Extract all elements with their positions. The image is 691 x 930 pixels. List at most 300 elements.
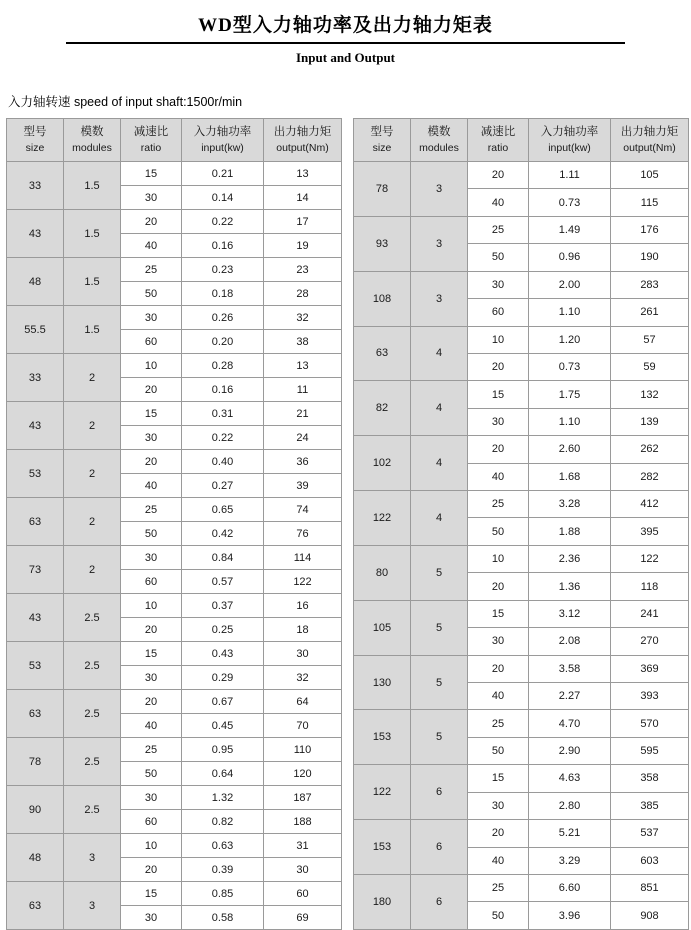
cell-model: 63: [7, 690, 64, 738]
cell-ratio: 40: [468, 463, 529, 490]
cell-output-torque: 23: [264, 258, 342, 282]
table-header-row: [354, 119, 689, 162]
cell-ratio: 15: [121, 402, 182, 426]
cell-model: 48: [7, 258, 64, 306]
cell-input-power: 0.25: [182, 618, 264, 642]
col-header-ratio-cn: 减速比: [480, 126, 516, 139]
table-row: [7, 306, 342, 330]
cell-input-power: 0.39: [182, 858, 264, 882]
col-header-module-en: modules: [72, 141, 112, 154]
cell-input-power: 1.36: [529, 573, 611, 600]
col-header-ratio-cn: 减速比: [133, 126, 169, 139]
col-header-input-cn: 入力轴功率: [540, 126, 599, 139]
cell-ratio: 40: [468, 189, 529, 216]
cell-module: 2: [64, 402, 121, 450]
col-header-model-cn: 型号: [370, 126, 394, 139]
cell-output-torque: 64: [264, 690, 342, 714]
cell-ratio: 20: [121, 690, 182, 714]
table-row: [7, 834, 342, 858]
table-row: [354, 491, 689, 518]
col-header-input-cn: 入力轴功率: [193, 126, 252, 139]
cell-module: 2: [64, 546, 121, 594]
col-header-output-cn: 出力轴力矩: [620, 126, 679, 139]
cell-ratio: 40: [468, 847, 529, 874]
cell-ratio: 15: [121, 882, 182, 906]
cell-output-torque: 59: [611, 353, 689, 380]
table-header-row: [7, 119, 342, 162]
cell-input-power: 0.31: [182, 402, 264, 426]
cell-ratio: 25: [468, 491, 529, 518]
cell-ratio: 20: [121, 210, 182, 234]
cell-model: 93: [354, 216, 411, 271]
cell-ratio: 50: [468, 902, 529, 930]
cell-module: 2.5: [64, 690, 121, 738]
cell-ratio: 20: [121, 378, 182, 402]
cell-output-torque: 70: [264, 714, 342, 738]
cell-model: 43: [7, 594, 64, 642]
cell-input-power: 1.88: [529, 518, 611, 545]
cell-model: 108: [354, 271, 411, 326]
cell-ratio: 15: [468, 765, 529, 792]
cell-ratio: 15: [468, 600, 529, 627]
cell-model: 153: [354, 820, 411, 875]
cell-model: 48: [7, 834, 64, 882]
cell-ratio: 10: [121, 354, 182, 378]
cell-input-power: 1.49: [529, 216, 611, 243]
cell-model: 122: [354, 765, 411, 820]
cell-model: 43: [7, 402, 64, 450]
cell-model: 63: [354, 326, 411, 381]
cell-input-power: 6.60: [529, 874, 611, 901]
table-row: [354, 271, 689, 298]
input-speed-note: 入力轴转速 speed of input shaft:1500r/min: [8, 95, 243, 109]
cell-model: 80: [354, 545, 411, 600]
cell-input-power: 4.70: [529, 710, 611, 737]
cell-input-power: 0.73: [529, 189, 611, 216]
right-spec-table: [353, 118, 689, 930]
cell-module: 4: [411, 326, 468, 381]
cell-output-torque: 139: [611, 408, 689, 435]
cell-input-power: 1.10: [529, 299, 611, 326]
cell-module: 2: [64, 498, 121, 546]
page-title: WD型入力轴功率及出力轴力矩表: [198, 15, 493, 36]
cell-output-torque: 28: [264, 282, 342, 306]
cell-ratio: 30: [468, 408, 529, 435]
cell-module: 6: [411, 874, 468, 929]
col-header-module: [411, 119, 468, 162]
cell-ratio: 20: [468, 162, 529, 189]
cell-model: 105: [354, 600, 411, 655]
col-header-ratio: [468, 119, 529, 162]
table-row: [354, 600, 689, 627]
cell-model: 73: [7, 546, 64, 594]
cell-output-torque: 282: [611, 463, 689, 490]
cell-output-torque: 114: [264, 546, 342, 570]
tables-container: [0, 118, 691, 930]
cell-input-power: 0.73: [529, 353, 611, 380]
cell-input-power: 4.63: [529, 765, 611, 792]
cell-output-torque: 39: [264, 474, 342, 498]
cell-output-torque: 118: [611, 573, 689, 600]
table-row: [354, 545, 689, 572]
cell-module: 5: [411, 655, 468, 710]
cell-output-torque: 120: [264, 762, 342, 786]
cell-input-power: 1.11: [529, 162, 611, 189]
cell-input-power: 0.96: [529, 244, 611, 271]
cell-model: 122: [354, 491, 411, 546]
cell-input-power: 0.18: [182, 282, 264, 306]
cell-input-power: 2.90: [529, 737, 611, 764]
cell-input-power: 0.84: [182, 546, 264, 570]
cell-output-torque: 69: [264, 906, 342, 930]
right-table-body: [354, 162, 689, 930]
col-header-output-cn: 出力轴力矩: [273, 126, 332, 139]
table-row: [354, 820, 689, 847]
left-spec-table: [6, 118, 342, 930]
cell-input-power: 0.67: [182, 690, 264, 714]
cell-model: 153: [354, 710, 411, 765]
cell-ratio: 20: [121, 858, 182, 882]
cell-ratio: 10: [121, 834, 182, 858]
cell-module: 3: [411, 216, 468, 271]
cell-module: 4: [411, 491, 468, 546]
cell-ratio: 25: [121, 258, 182, 282]
cell-input-power: 0.21: [182, 162, 264, 186]
cell-ratio: 60: [121, 570, 182, 594]
cell-output-torque: 393: [611, 683, 689, 710]
cell-output-torque: 16: [264, 594, 342, 618]
cell-model: 78: [354, 162, 411, 217]
cell-output-torque: 18: [264, 618, 342, 642]
cell-input-power: 0.42: [182, 522, 264, 546]
cell-input-power: 0.37: [182, 594, 264, 618]
cell-input-power: 0.58: [182, 906, 264, 930]
col-header-output: [611, 119, 689, 162]
cell-model: 82: [354, 381, 411, 436]
cell-output-torque: 19: [264, 234, 342, 258]
col-header-module-cn: 模数: [80, 126, 104, 139]
cell-input-power: 0.27: [182, 474, 264, 498]
table-row: [7, 210, 342, 234]
left-table-body: [7, 162, 342, 930]
cell-output-torque: 395: [611, 518, 689, 545]
table-row: [7, 690, 342, 714]
cell-ratio: 60: [121, 810, 182, 834]
table-row: [354, 381, 689, 408]
cell-module: 3: [411, 162, 468, 217]
table-row: [7, 882, 342, 906]
cell-output-torque: 385: [611, 792, 689, 819]
cell-model: 63: [7, 498, 64, 546]
cell-output-torque: 21: [264, 402, 342, 426]
cell-output-torque: 36: [264, 450, 342, 474]
cell-input-power: 0.57: [182, 570, 264, 594]
cell-module: 5: [411, 545, 468, 600]
cell-input-power: 0.22: [182, 210, 264, 234]
cell-model: 90: [7, 786, 64, 834]
cell-ratio: 15: [468, 381, 529, 408]
col-header-model-en: size: [25, 141, 45, 154]
cell-input-power: 0.14: [182, 186, 264, 210]
table-row: [7, 354, 342, 378]
cell-model: 33: [7, 354, 64, 402]
cell-ratio: 20: [468, 353, 529, 380]
cell-model: 53: [7, 642, 64, 690]
table-row: [7, 738, 342, 762]
cell-module: 2.5: [64, 594, 121, 642]
cell-module: 4: [411, 381, 468, 436]
cell-output-torque: 851: [611, 874, 689, 901]
table-row: [7, 258, 342, 282]
cell-output-torque: 369: [611, 655, 689, 682]
cell-input-power: 1.68: [529, 463, 611, 490]
cell-output-torque: 908: [611, 902, 689, 930]
cell-output-torque: 105: [611, 162, 689, 189]
cell-input-power: 5.21: [529, 820, 611, 847]
cell-output-torque: 132: [611, 381, 689, 408]
col-header-ratio: [121, 119, 182, 162]
cell-input-power: 3.28: [529, 491, 611, 518]
cell-module: 3: [64, 882, 121, 930]
cell-ratio: 25: [468, 874, 529, 901]
cell-ratio: 10: [468, 545, 529, 572]
cell-input-power: 0.45: [182, 714, 264, 738]
col-header-input-en: input(kw): [548, 141, 591, 154]
cell-output-torque: 14: [264, 186, 342, 210]
col-header-module-cn: 模数: [427, 126, 451, 139]
cell-module: 2: [64, 450, 121, 498]
table-row: [7, 594, 342, 618]
document-page: [0, 10, 691, 924]
cell-ratio: 50: [121, 762, 182, 786]
cell-output-torque: 188: [264, 810, 342, 834]
cell-model: 180: [354, 874, 411, 929]
cell-output-torque: 32: [264, 666, 342, 690]
cell-input-power: 0.43: [182, 642, 264, 666]
cell-input-power: 3.29: [529, 847, 611, 874]
cell-module: 6: [411, 820, 468, 875]
col-header-input: [529, 119, 611, 162]
cell-ratio: 50: [468, 244, 529, 271]
cell-input-power: 1.75: [529, 381, 611, 408]
cell-output-torque: 262: [611, 436, 689, 463]
cell-ratio: 20: [468, 820, 529, 847]
col-header-output: [264, 119, 342, 162]
cell-output-torque: 38: [264, 330, 342, 354]
cell-model: 130: [354, 655, 411, 710]
cell-input-power: 3.12: [529, 600, 611, 627]
cell-ratio: 60: [121, 330, 182, 354]
table-row: [354, 436, 689, 463]
cell-module: 3: [411, 271, 468, 326]
cell-output-torque: 187: [264, 786, 342, 810]
cell-input-power: 2.80: [529, 792, 611, 819]
cell-input-power: 0.82: [182, 810, 264, 834]
cell-output-torque: 537: [611, 820, 689, 847]
table-row: [354, 874, 689, 901]
cell-input-power: 0.40: [182, 450, 264, 474]
col-header-input: [182, 119, 264, 162]
cell-ratio: 25: [468, 216, 529, 243]
cell-input-power: 3.58: [529, 655, 611, 682]
cell-output-torque: 122: [264, 570, 342, 594]
cell-output-torque: 30: [264, 642, 342, 666]
table-row: [354, 162, 689, 189]
cell-output-torque: 11: [264, 378, 342, 402]
cell-ratio: 30: [468, 792, 529, 819]
cell-ratio: 10: [121, 594, 182, 618]
cell-input-power: 2.00: [529, 271, 611, 298]
cell-input-power: 0.26: [182, 306, 264, 330]
cell-output-torque: 358: [611, 765, 689, 792]
cell-ratio: 50: [121, 282, 182, 306]
cell-output-torque: 31: [264, 834, 342, 858]
cell-input-power: 0.63: [182, 834, 264, 858]
cell-output-torque: 270: [611, 628, 689, 655]
cell-input-power: 1.32: [182, 786, 264, 810]
cell-module: 2.5: [64, 642, 121, 690]
cell-module: 1.5: [64, 162, 121, 210]
page-subtitle: Input and Output: [296, 50, 395, 65]
cell-output-torque: 13: [264, 354, 342, 378]
cell-ratio: 40: [121, 474, 182, 498]
col-header-module: [64, 119, 121, 162]
col-header-input-en: input(kw): [201, 141, 244, 154]
col-header-output-en: output(Nm): [276, 141, 329, 154]
cell-input-power: 1.20: [529, 326, 611, 353]
cell-input-power: 0.29: [182, 666, 264, 690]
table-row: [7, 162, 342, 186]
table-row: [354, 326, 689, 353]
cell-input-power: 0.20: [182, 330, 264, 354]
cell-module: 2.5: [64, 738, 121, 786]
cell-model: 55.5: [7, 306, 64, 354]
cell-output-torque: 122: [611, 545, 689, 572]
cell-output-torque: 76: [264, 522, 342, 546]
cell-ratio: 20: [121, 618, 182, 642]
cell-module: 2.5: [64, 786, 121, 834]
cell-output-torque: 176: [611, 216, 689, 243]
cell-ratio: 20: [468, 436, 529, 463]
cell-ratio: 30: [121, 306, 182, 330]
table-row: [7, 786, 342, 810]
col-header-model: [354, 119, 411, 162]
cell-module: 1.5: [64, 258, 121, 306]
cell-output-torque: 283: [611, 271, 689, 298]
cell-ratio: 15: [121, 162, 182, 186]
col-header-output-en: output(Nm): [623, 141, 676, 154]
cell-ratio: 20: [121, 450, 182, 474]
table-row: [354, 710, 689, 737]
cell-input-power: 3.96: [529, 902, 611, 930]
cell-ratio: 30: [468, 271, 529, 298]
cell-model: 53: [7, 450, 64, 498]
col-header-model-cn: 型号: [23, 126, 47, 139]
cell-ratio: 30: [121, 786, 182, 810]
cell-output-torque: 261: [611, 299, 689, 326]
col-header-model-en: size: [372, 141, 392, 154]
cell-output-torque: 241: [611, 600, 689, 627]
cell-ratio: 25: [468, 710, 529, 737]
cell-output-torque: 57: [611, 326, 689, 353]
cell-ratio: 25: [121, 498, 182, 522]
table-row: [354, 765, 689, 792]
cell-ratio: 30: [121, 666, 182, 690]
cell-input-power: 1.10: [529, 408, 611, 435]
cell-output-torque: 17: [264, 210, 342, 234]
cell-input-power: 2.08: [529, 628, 611, 655]
cell-output-torque: 24: [264, 426, 342, 450]
cell-ratio: 30: [121, 546, 182, 570]
cell-ratio: 50: [121, 522, 182, 546]
cell-output-torque: 115: [611, 189, 689, 216]
cell-input-power: 2.27: [529, 683, 611, 710]
cell-output-torque: 603: [611, 847, 689, 874]
title-divider: [66, 42, 625, 44]
table-row: [354, 655, 689, 682]
cell-input-power: 0.28: [182, 354, 264, 378]
cell-input-power: 0.22: [182, 426, 264, 450]
cell-ratio: 20: [468, 655, 529, 682]
cell-module: 1.5: [64, 210, 121, 258]
col-header-model: [7, 119, 64, 162]
cell-input-power: 0.16: [182, 378, 264, 402]
cell-module: 5: [411, 710, 468, 765]
cell-output-torque: 412: [611, 491, 689, 518]
cell-module: 3: [64, 834, 121, 882]
cell-ratio: 15: [121, 642, 182, 666]
cell-input-power: 0.95: [182, 738, 264, 762]
cell-ratio: 40: [121, 714, 182, 738]
cell-module: 2: [64, 354, 121, 402]
col-header-ratio-en: ratio: [140, 141, 162, 154]
cell-ratio: 30: [121, 426, 182, 450]
cell-module: 6: [411, 765, 468, 820]
cell-ratio: 30: [121, 186, 182, 210]
cell-output-torque: 13: [264, 162, 342, 186]
cell-input-power: 0.65: [182, 498, 264, 522]
table-row: [7, 642, 342, 666]
cell-ratio: 20: [468, 573, 529, 600]
table-row: [7, 450, 342, 474]
cell-output-torque: 74: [264, 498, 342, 522]
cell-output-torque: 60: [264, 882, 342, 906]
cell-input-power: 0.85: [182, 882, 264, 906]
cell-output-torque: 30: [264, 858, 342, 882]
cell-input-power: 0.16: [182, 234, 264, 258]
table-row: [7, 546, 342, 570]
cell-ratio: 10: [468, 326, 529, 353]
cell-ratio: 40: [468, 683, 529, 710]
table-row: [354, 216, 689, 243]
cell-module: 5: [411, 600, 468, 655]
cell-model: 33: [7, 162, 64, 210]
cell-input-power: 0.23: [182, 258, 264, 282]
cell-output-torque: 110: [264, 738, 342, 762]
table-row: [7, 402, 342, 426]
cell-module: 4: [411, 436, 468, 491]
table-row: [7, 498, 342, 522]
col-header-module-en: modules: [419, 141, 459, 154]
cell-ratio: 40: [121, 234, 182, 258]
cell-model: 78: [7, 738, 64, 786]
cell-output-torque: 570: [611, 710, 689, 737]
cell-module: 1.5: [64, 306, 121, 354]
cell-output-torque: 32: [264, 306, 342, 330]
cell-ratio: 25: [121, 738, 182, 762]
cell-model: 63: [7, 882, 64, 930]
cell-ratio: 50: [468, 518, 529, 545]
